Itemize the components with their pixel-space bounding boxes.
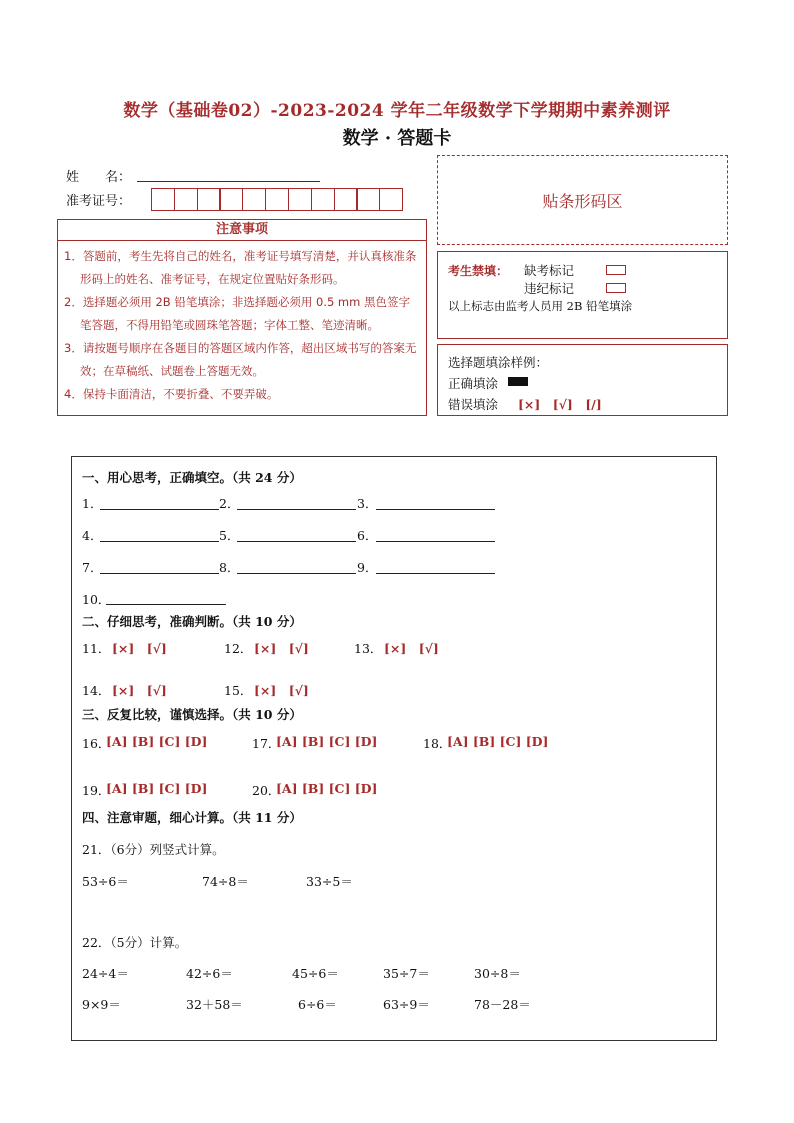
question-label: 11． (82, 641, 111, 656)
id-digit-box[interactable] (265, 188, 289, 211)
answer-line-3[interactable] (376, 508, 495, 510)
calc-item: 74÷8＝ (202, 874, 249, 889)
id-digit-box[interactable] (334, 188, 358, 211)
question-label: 16． (82, 736, 111, 751)
question-label: 2． (219, 496, 240, 511)
section-1-title: 一、用心思考，正确填空。（共 24 分） (82, 470, 302, 485)
question-label: 15． (224, 683, 253, 698)
notice-item: 4．保持卡面清洁，不要折叠、不要弄破。 (64, 387, 279, 401)
choice-options[interactable]: [A] [B] [C] [D] (276, 734, 378, 749)
question-22: 22．（5分）计算。 (82, 935, 188, 950)
calc-item: 53÷6＝ (82, 874, 129, 889)
question-21: 21．（6分）列竖式计算。 (82, 842, 225, 857)
answer-line-10[interactable] (106, 603, 226, 605)
section-2-title: 二、仔细思考，准确判断。（共 10 分） (82, 614, 302, 629)
id-digit-box[interactable] (356, 188, 380, 211)
exam-status-box (437, 251, 728, 339)
notice-item: 1．答题前，考生先将自己的姓名，准考证号填写清楚，并认真核准条形码上的姓名、准考证号，在规定位置贴好条形码。 (64, 249, 417, 286)
barcode-area: 贴条形码区 (437, 155, 728, 245)
filled-mark-icon (508, 377, 528, 386)
id-digit-box[interactable] (242, 188, 266, 211)
question-label: 5． (219, 528, 240, 543)
notice-title: 注意事项 (57, 219, 427, 241)
id-digit-box[interactable] (311, 188, 335, 211)
id-digit-box[interactable] (379, 188, 403, 211)
calc-item: 63÷9＝ (383, 997, 430, 1012)
answer-line-5[interactable] (237, 540, 356, 542)
id-number-boxes[interactable] (151, 188, 402, 212)
absent-mark-box[interactable] (606, 265, 626, 275)
judge-options[interactable]: [×] [√] (112, 641, 167, 656)
question-label: 10． (82, 592, 111, 607)
section-3-title: 三、反复比较，谨慎选择。（共 10 分） (82, 707, 302, 722)
sample-box (437, 344, 728, 416)
notice-box (57, 241, 427, 416)
judge-options[interactable]: [×] [√] (254, 641, 309, 656)
question-label: 8． (219, 560, 240, 575)
calc-item: 9×9＝ (82, 997, 121, 1012)
status-label: 考生禁填： (448, 264, 509, 278)
judge-options[interactable]: [×] [√] (254, 683, 309, 698)
absent-label: 缺考标记 (524, 263, 575, 278)
calc-item: 45÷6＝ (292, 966, 339, 981)
id-digit-box[interactable] (174, 188, 198, 211)
id-digit-box[interactable] (288, 188, 312, 211)
answer-line-7[interactable] (100, 572, 219, 574)
sample-title: 选择题填涂样例： (448, 355, 549, 370)
id-digit-box[interactable] (197, 188, 221, 211)
answer-area (71, 456, 717, 1041)
id-digit-box[interactable] (151, 188, 175, 211)
choice-options[interactable]: [A] [B] [C] [D] (106, 781, 208, 796)
calc-item: 33÷5＝ (306, 874, 353, 889)
question-label: 4． (82, 528, 103, 543)
answer-line-9[interactable] (376, 572, 495, 574)
question-label: 19． (82, 783, 111, 798)
id-label: 准考证号： (66, 194, 132, 209)
question-label: 17． (252, 736, 281, 751)
wrong-marks: [×] [√] [/] (518, 397, 602, 412)
notice-item: 3．请按题号顺序在各题目的答题区域内作答，超出区域书写的答案无效；在草稿纸、试题卷上答题无效。 (64, 341, 417, 378)
question-label: 13． (354, 641, 383, 656)
answer-line-2[interactable] (237, 508, 356, 510)
calc-item: 6÷6＝ (298, 997, 337, 1012)
question-label: 1． (82, 496, 103, 511)
name-field[interactable] (137, 180, 320, 182)
violation-mark-box[interactable] (606, 283, 626, 293)
correct-label: 正确填涂 (448, 376, 499, 391)
question-label: 9． (357, 560, 378, 575)
calc-item: 78－28＝ (474, 997, 531, 1012)
question-label: 14． (82, 683, 111, 698)
question-label: 12． (224, 641, 253, 656)
choice-options[interactable]: [A] [B] [C] [D] (447, 734, 549, 749)
choice-options[interactable]: [A] [B] [C] [D] (276, 781, 378, 796)
choice-options[interactable]: [A] [B] [C] [D] (106, 734, 208, 749)
calc-item: 42÷6＝ (186, 966, 233, 981)
violation-label: 违纪标记 (524, 281, 575, 296)
answer-line-6[interactable] (376, 540, 495, 542)
question-label: 6． (357, 528, 378, 543)
status-note: 以上标志由监考人员用 2B 铅笔填涂 (448, 299, 633, 313)
judge-options[interactable]: [×] [√] (384, 641, 439, 656)
question-label: 20． (252, 783, 281, 798)
answer-line-4[interactable] (100, 540, 219, 542)
id-digit-box[interactable] (219, 188, 243, 211)
section-4-title: 四、注意审题，细心计算。（共 11 分） (82, 810, 302, 825)
calc-item: 35÷7＝ (383, 966, 430, 981)
notice-item: 2．选择题必须用 2B 铅笔填涂；非选择题必须用 0.5 mm 黑色签字笔答题，不得用铅笔或圆珠笔答题；字体工整、笔迹清晰。 (64, 295, 410, 332)
answer-line-8[interactable] (237, 572, 356, 574)
question-label: 7． (82, 560, 103, 575)
calc-item: 32＋58＝ (186, 997, 243, 1012)
wrong-label: 错误填涂 (448, 397, 499, 412)
question-label: 3． (357, 496, 378, 511)
page-subtitle: 数学 · 答题卡 (342, 128, 452, 149)
name-label: 姓 名： (66, 170, 132, 185)
judge-options[interactable]: [×] [√] (112, 683, 167, 698)
page-title: 数学（基础卷02）-2023-2024 学年二年级数学下学期期中素养测评 (123, 101, 671, 121)
calc-item: 30÷8＝ (474, 966, 521, 981)
answer-line-1[interactable] (100, 508, 219, 510)
question-label: 18． (423, 736, 452, 751)
calc-item: 24÷4＝ (82, 966, 129, 981)
